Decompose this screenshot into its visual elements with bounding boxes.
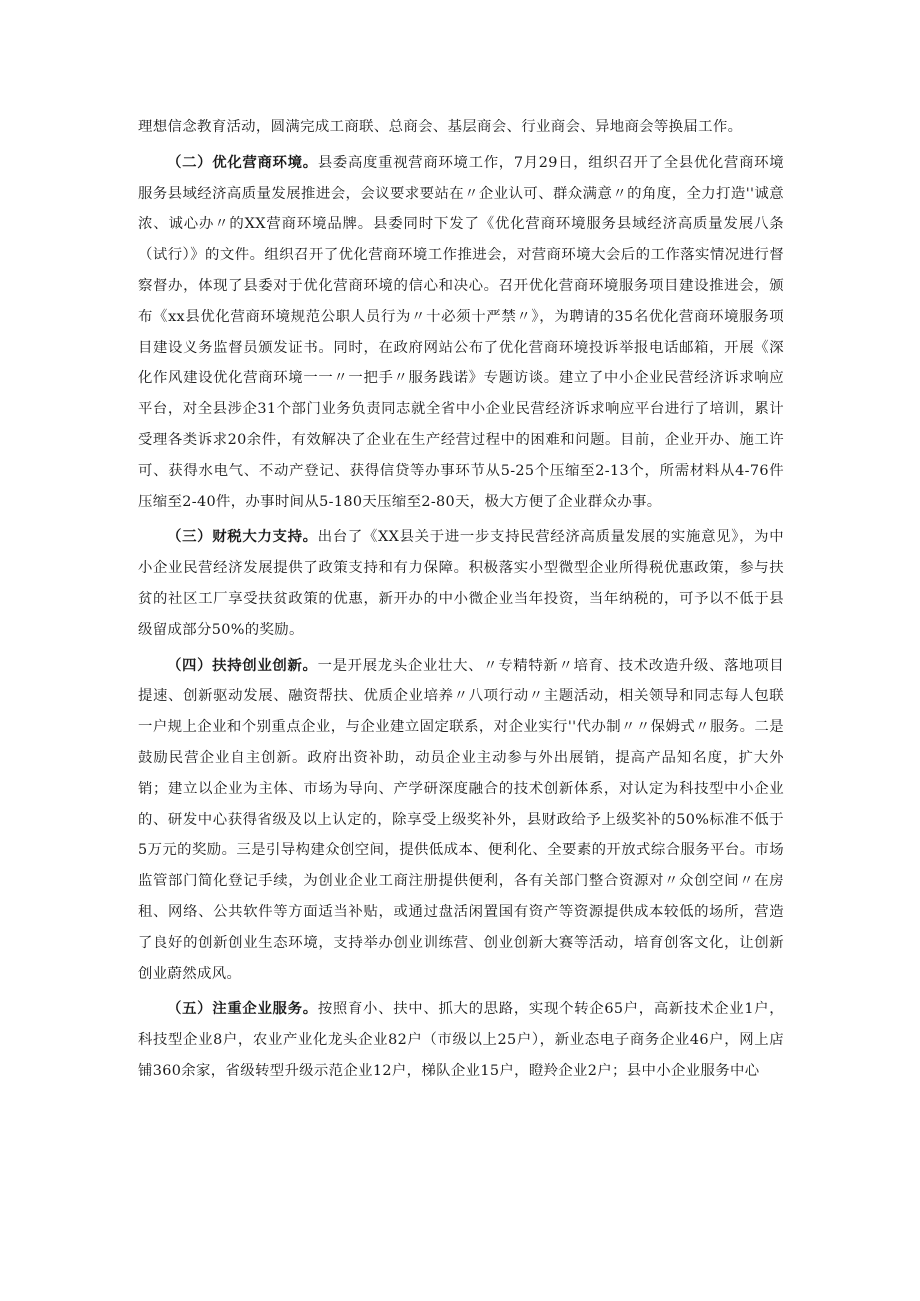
paragraph-text: 理想信念教育活动，圆满完成工商联、总商会、基层商会、行业商会、异地商会等换届工作。 — [138, 119, 743, 135]
section-heading: （二）优化营商环境。 — [167, 153, 318, 171]
paragraph-text: 按照育小、扶中、抓大的思路，实现个转企65户，高新技术企业1户，科技型企业8户，农业产业化龙头企业82户（市级以上25户），新业态电子商务企业46户，网上店铺360余家，省级转型升级示范企业12户，梯队企业15户，瞪羚企业2户；县中小企业服务中心 — [138, 1001, 784, 1079]
document-body — [138, 112, 784, 1087]
paragraph-business-environment — [138, 148, 784, 518]
paragraph-innovation-support — [138, 651, 784, 990]
paragraph-intro — [138, 112, 784, 143]
section-heading: （三）财税大力支持。 — [167, 528, 318, 546]
section-heading: （五）注重企业服务。 — [167, 1000, 318, 1018]
paragraph-fiscal-support — [138, 522, 784, 645]
paragraph-text: 一是开展龙头企业壮大、〃专精特新〃培育、技术改造升级、落地项目提速、创新驱动发展、融资帮扶、优质企业培养〃八项行动〃主题活动，相关领导和同志每人包联一户规上企业和个别重点企业，与企业建立固定联系，对企业实行''代办制〃〃保姆式〃服务。二是鼓励民营企业自主创新。政府出资补助，动员企业主动参与外出展销，提高产品知名度，扩大外销；建立以企业为主体、市场为导向、产学研深度融合的技术创新体系，对认定为科技型中小企业的、研发中心获得省级及以上认定的，除享受上级奖补外，县财政给予上级奖补的50%标准不低于5万元的奖励。三是引导构建众创空间，提供低成本、便利化、全要素的开放式综合服务平台。市场监管部门简化登记手续，为创业企业工商注册提供便利，各有关部门整合资源对〃众创空间〃在房租、网络、公共软件等方面适当补贴，或通过盘活闲置国有资产等资源提供成本较低的场所，营造了良好的创新创业生态环境，支持举办创业训练营、创业创新大赛等活动，培育创客文化，让创新创业蔚然成风。 — [138, 657, 784, 982]
paragraph-enterprise-service — [138, 994, 784, 1086]
paragraph-text: 出台了《XX县关于进一步支持民营经济高质量发展的实施意见》，为中小企业民营经济发展提供了政策支持和有力保障。积极落实小型微型企业所得税优惠政策，参与扶贫的社区工厂享受扶贫政策的优惠，新开办的中小微企业当年投资，当年纳税的，可予以不低于县级留成部分50%的奖励。 — [138, 529, 784, 638]
section-heading: （四）扶持创业创新。 — [167, 656, 318, 674]
paragraph-text: 县委高度重视营商环境工作，7月29日，组织召开了全县优化营商环境服务县域经济高质量发展推进会，会议要求要站在〃企业认可、群众满意〃的角度，全力打造''诚意浓、诚心办〃的XX营商环境品牌。县委同时下发了《优化营商环境服务县域经济高质量发展八条（试行）》的文件。组织召开了优化营商环境工作推进会，对营商环境大会后的工作落实情况进行督察督办，体现了县委对于优化营商环境的信心和决心。召开优化营商环境服务项目建设推进会，颁布《xx县优化营商环境规范公职人员行为〃十必须十严禁〃》，为聘请的35名优化营商环境服务项目建设义务监督员颁发证书。同时，在政府网站公布了优化营商环境投诉举报电话邮箱，开展《深化作风建设优化营商环境一一〃一把手〃服务践诺》专题访谈。建立了中小企业民营经济诉求响应平台，对全县涉企31个部门业务负责同志就全省中小企业民营经济诉求响应平台进行了培训，累计受理各类诉求20余件，有效解决了企业在生产经营过程中的困难和问题。目前，企业开办、施工许可、获得水电气、不动产登记、获得信贷等办事环节从5-25个压缩至2-13个，所需材料从4-76件压缩至2-40件，办事时间从5-180天压缩至2-80天，极大方便了企业群众办事。 — [138, 154, 784, 510]
